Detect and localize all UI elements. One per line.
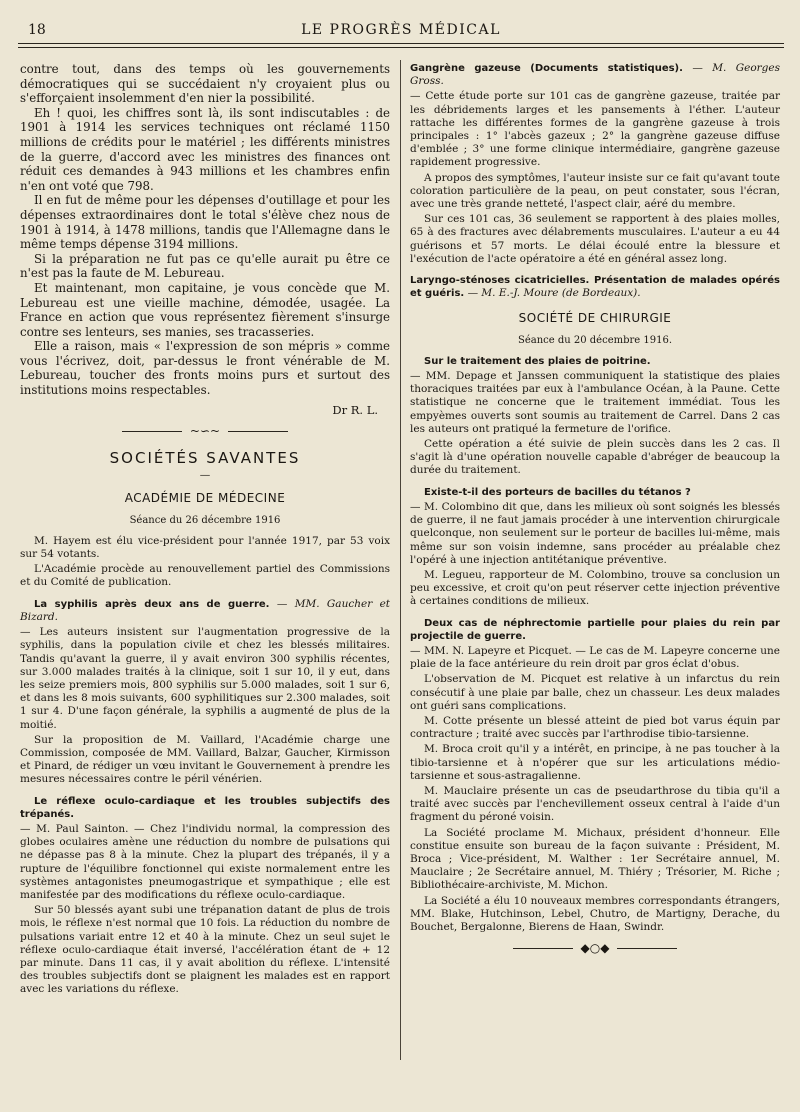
left-column xyxy=(20,62,390,999)
nephro-paragraph: L'observation de M. Picquet est relative à un infarctus du rein consécutif à une plaie par balle, chez un chasseur. Les deux malades ont guéri sans complications. xyxy=(410,673,780,712)
nephro-heading xyxy=(410,617,780,643)
editorial-paragraph: Elle a raison, mais « l'expression de son mépris » comme vous l'écrivez, doit, par-dessus le front vénérable de M. Lebureau, toucher des fronts moins purs et surtout des institutions moins respectables. xyxy=(20,339,390,398)
tetanos-head: Existe-t-il des porteurs de bacilles du tétanos ? xyxy=(424,486,691,498)
editorial-text xyxy=(20,62,390,398)
right-column xyxy=(410,62,780,969)
gangrene-heading xyxy=(410,62,780,88)
ornament-divider: ~∽~ xyxy=(20,425,390,438)
thorax-paragraph: Cette opération a été suivie de plein succès dans les 2 cas. Il s'agit là d'une opération nouvelle capable d'abréger de beaucoup la durée du traitement. xyxy=(410,438,780,477)
nephro-head: Deux cas de néphrectomie partielle pour plaies du rein par projectile de guerre. xyxy=(410,617,780,642)
title-dash: — xyxy=(199,469,211,482)
gangrene-author: — M. Georges Gross. xyxy=(410,62,780,88)
laryngo-heading xyxy=(410,274,780,300)
syphilis-paragraph: — Les auteurs insistent sur l'augmentation progressive de la syphilis, dans la population civile et chez les blessés militaires. Tandis qu'avant la guerre, il y avait environ 300 syphilis récentes, sur 3.000 malades traités à la clinique, soit 1 sur 10, il y eut, dans les seize premiers mois, 800 syphilis sur 5.000 malades, soit 1 sur 6, et dans les 8 mois suivants, 600 syphilitiques sur 2.300 malades, soit 1 sur 4. D'une façon générale, la syphilis a augmenté de plus de la moitié. xyxy=(20,626,390,731)
membres-paragraph: La Société a élu 10 nouveaux membres correspondants étrangers, MM. Blake, Hutchinson, Lebel, Chutro, de Martigny, Derache, du Bouchet, Bergalonne, Bierens de Haan, Swindr. xyxy=(410,894,780,933)
column-divider xyxy=(400,60,401,1060)
reflex-heading xyxy=(20,795,390,821)
nephro-paragraph: — MM. N. Lapeyre et Picquet. — Le cas de M. Lapeyre concerne une plaie de la face antérieure du rein droit par gros éclat d'obus. xyxy=(410,644,780,671)
editorial-paragraph: Si la préparation ne fut pas ce qu'elle aurait pu être ce n'est pas la faute de M. Lebureau. xyxy=(20,251,390,281)
page-number: 18 xyxy=(28,22,46,38)
laryngo-author: — M. E.-J. Moure (de Bordeaux). xyxy=(467,287,641,300)
journal-title: LE PROGRÈS MÉDICAL xyxy=(301,22,501,38)
thorax-paragraph: — MM. Depage et Janssen communiquent la statistique des plaies thoraciques traitées par eux à l'ambulance Océan, à la Paune. Cette statistique ne concerne que le traitement immédiat. Tous les empyèmes ouverts sont soumis au traitement de Carrel. Dans 2 cas les auteurs ont pratiqué la fermeture de l'orifice. xyxy=(410,370,780,435)
header-rule-thin xyxy=(18,47,784,48)
gangrene-paragraph: A propos des symptômes, l'auteur insiste sur ce fait qu'avant toute coloration particulière de la peau, on peut constater, sous l'écran, avec une très grande netteté, l'aspect clair, aéré du membre. xyxy=(410,171,780,211)
mauclaire-paragraph: M. Mauclaire présente un cas de pseudarthrose du tibia qu'il a traité avec succès par l'enchevillement osseux central à l'aide d'un fragment du péroné voisin. xyxy=(410,784,780,824)
academy-paragraph: M. Hayem est élu vice-président pour l'année 1917, par 53 voix sur 54 votants. xyxy=(20,534,390,561)
academy-seance: Séance du 26 décembre 1916 xyxy=(129,514,281,526)
thorax-heading xyxy=(410,355,780,368)
reflex-paragraph: — M. Paul Sainton. — Chez l'individu normal, la compression des globes oculaires amène une réduction du nombre de pulsations qui ne dépasse pas 8 à la minute. Chez la plupart des trépanés, il y a rupture de l'équilibre fonctionnel qui existe normalement entre les systèmes antagonistes pneumogastrique et sympathique ; elle est manifestée par des modifications du réflexe oculo-cardiaque. xyxy=(20,822,390,901)
laryngo-head: Laryngo-sténoses cicatricielles. Présentation de malades opérés et guéris. xyxy=(410,275,780,300)
broca-paragraph: M. Broca croit qu'il y a intérêt, en principe, à ne pas toucher à la tibio-tarsienne et à n'opérer que sur les articulations médio-tarsienne et sous-astragalienne. xyxy=(410,743,780,782)
end-ornament: ◆○◆ xyxy=(410,942,780,955)
academy-paragraph: L'Académie procède au renouvellement partiel des Commissions et du Comité de publication. xyxy=(20,563,390,589)
signature: Dr R. L. xyxy=(332,402,378,417)
cotte-paragraph: M. Cotte présente un blessé atteint de pied bot varus équin par contracture ; traité avec succès par l'arthrodise tibio-tarsienne. xyxy=(410,714,780,741)
gangrene-head: Gangrène gazeuse (Documents statistiques). xyxy=(410,63,683,74)
editorial-paragraph: Eh ! quoi, les chiffres sont là, ils sont indiscutables : de 1901 à 1914 les services techniques ont réclamé 1150 millions de crédits pour le matériel ; les différents ministres de la guerre, d'accord avec les ministres des finances ont réduit ces demandes à 943 millions et les chambres enfin n'en ont voté que 798. xyxy=(20,105,390,193)
chirurgie-seance: Séance du 20 décembre 1916. xyxy=(517,334,673,346)
page-header xyxy=(18,18,784,46)
editorial-paragraph: Il en fut de même pour les dépenses d'outillage et pour les dépenses extraordinaires dont le total s'élève chez nous de 1901 à 1914, à 1478 millions, tandis que l'Allemagne dans le même temps dépense 3194 millions. xyxy=(20,193,390,252)
syphilis-heading xyxy=(20,598,390,624)
editorial-paragraph: contre tout, dans des temps où les gouvernements démocratiques qui se succédaient n'y croyaient plus ou s'efforçaient insolemment d'en nier la possibilité. xyxy=(20,62,390,106)
syphilis-authors: — MM. Gaucher et Bizard. xyxy=(20,597,391,623)
syphilis-paragraph: Sur la proposition de M. Vaillard, l'Académie charge une Commission, composée de MM. Vaillard, Balzar, Gaucher, Kirmisson et Pinard, de rédiger un vœu invitant le Gouvernement à prendre les mesures nécessaires contre le péril vénérien. xyxy=(20,733,390,786)
tetanos-paragraph: M. Legueu, rapporteur de M. Colombino, trouve sa conclusion un peu excessive, et croit qu'on peut réserver cette injection préventive à certaines conditions de milieux. xyxy=(410,568,780,608)
syphilis-head: La syphilis après deux ans de guerre. xyxy=(34,598,270,610)
header-rule xyxy=(18,43,784,44)
tetanos-paragraph: — M. Colombino dit que, dans les milieux où sont soignés les blessés de guerre, il ne faut jamais procéder à une intervention chirurgicale quelconque, non seulement sur le porteur de bacilles lui-même, mais même sur son voisin indemne, sans procéder au préalable chez l'opéré à une injection antitétanique préventive. xyxy=(410,500,780,566)
reflex-paragraph: Sur 50 blessés ayant subi une trépanation datant de plus de trois mois, le réflexe n'est normal que 10 fois. La réduction du nombre de pulsations variait entre 12 et 40 à la minute. Chez un seul sujet le réflexe oculo-cardiaque était inversé, l'accélération étant de + 12 par minute. Dans 11 cas, il y avait abolition du réflexe. L'intensité des troubles subjectifs dont se plaignent les malades est en rapport avec les variations du réflexe. xyxy=(20,904,390,996)
section-title: SOCIÉTÉS SAVANTES xyxy=(109,449,301,468)
chirurgie-title: SOCIÉTÉ DE CHIRURGIE xyxy=(518,311,672,326)
gangrene-paragraph: Sur ces 101 cas, 36 seulement se rapportent à des plaies molles, 65 à des fractures avec délabrements musculaires. L'auteur a eu 44 guérisons et 57 morts. Le délai écoulé entre la blessure et l'exécution de l'acte opératoire a été en général assez long. xyxy=(410,213,780,265)
tetanos-heading xyxy=(410,486,780,499)
reflex-head: Le réflexe oculo-cardiaque et les troubles subjectifs des trépanés. xyxy=(20,795,390,820)
academy-title: ACADÉMIE DE MÉDECINE xyxy=(124,491,286,506)
thorax-head: Sur le traitement des plaies de poitrine. xyxy=(424,355,651,367)
gangrene-paragraph: — Cette étude porte sur 101 cas de gangrène gazeuse, traitée par les débridements larges et les pansements à l'éther. L'auteur rattache les différentes formes de la gangrène gazeuse à trois principales : 1° l'abcès gazeux ; 2° la gangrène gazeuse diffuse d'emblée ; 3° une forme clinique intermédiaire, gangrène gazeuse rapidement progressive. xyxy=(410,90,780,169)
editorial-paragraph: Et maintenant, mon capitaine, je vous concède que M. Lebureau est une vieille machine, démodée, usagée. La France en action que vous représentez fièrement s'insurge contre ses lenteurs, ses manies, ses tracasseries. xyxy=(20,280,390,339)
bureau-paragraph: La Société proclame M. Michaux, président d'honneur. Elle constitue ensuite son bureau de la façon suivante : Président, M. Broca ; Vice-président, M. Walther : 1er Secrétaire annuel, M. Mauclaire ; 2e Secrétaire annuel, M. Thiéry ; Trésorier, M. Riche ; Bibliothécaire-archiviste, M. Michon. xyxy=(410,826,780,892)
